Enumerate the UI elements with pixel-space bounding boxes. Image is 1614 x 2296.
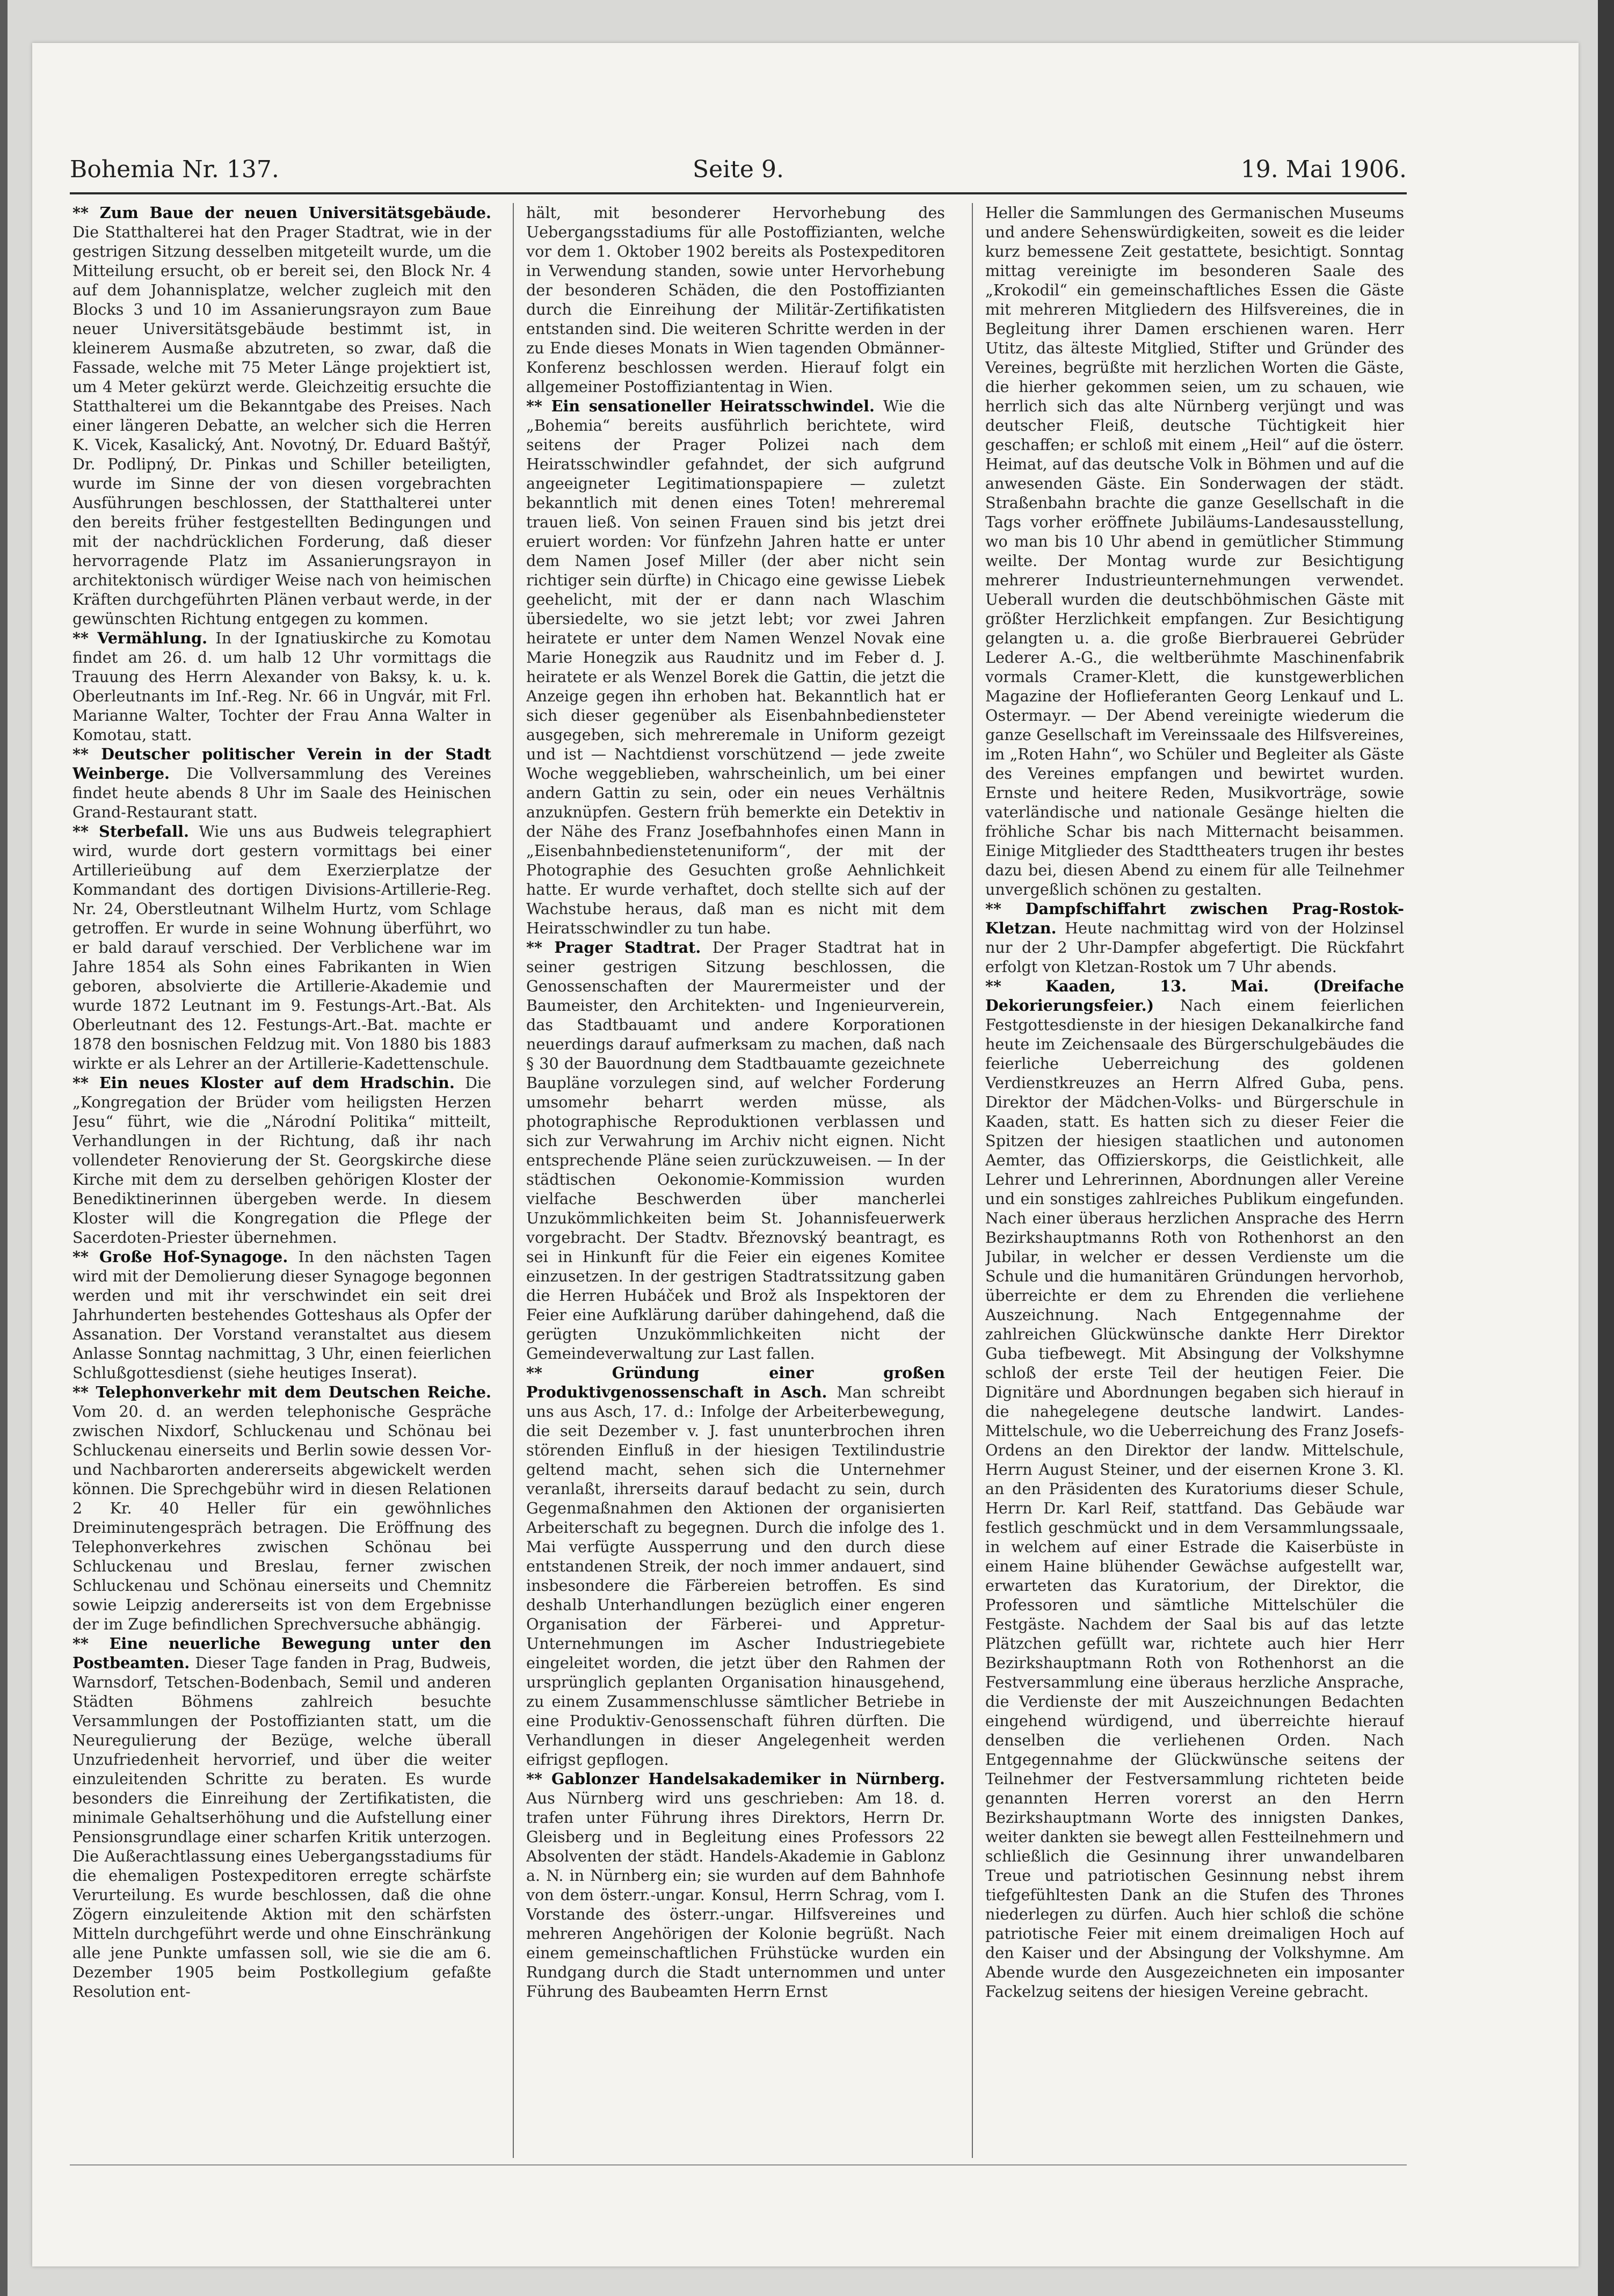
page-header — [70, 156, 1407, 193]
column-separator-2 — [972, 203, 973, 2158]
article-headline: ** Deutscher politischer Verein in der Stadt Weinberge. — [72, 745, 491, 783]
article-body: Heute nachmittag wird von der Holzinsel nur der 2 Uhr-Dampfer abgefertigt. Die Rückfahrt erfolgt von Kletzan-Rostok um 7 Uhr abends. — [985, 919, 1404, 976]
article-paragraph — [526, 1769, 945, 2001]
article-headline: ** Dampfschiffahrt zwischen Prag-Rostok-Kletzan. — [985, 900, 1404, 937]
article-body: Dieser Tage fanden in Prag, Budweis, Warnsdorf, Tetschen-Bodenbach, Semil und anderen Städten Böhmens zahlreich besuchte Versammlungen der Postoffizianten statt, um die Neuregulierung der Bezüge, welche überall Unzufriedenheit hervorrief, und über die weiter einzuleitenden Schritte zu beraten. Es wurde besonders die Einreihung der Zertifikatisten, die minimale Gehaltserhöhung und die Aufstellung einer Pensionsgrundlage einer scharfen Kritik unterzogen. Die Außerachtlassung eines Uebergangsstadiums für die ehemaligen Postexpeditoren erregte schärfste Verurteilung. Es wurde beschlossen, daß die ohne Zögern einzuleitende Aktion mit den schärfsten Mitteln durchgeführt werde und ohne Einschränkung alle jene Punkte umfassen soll, wie sie die am 6. Dezember 1905 beim Postkollegium gefaßte Resolution ent- — [72, 1654, 491, 2001]
article-headline: ** Ein neues Kloster auf dem Hradschin. — [72, 1074, 455, 1092]
header-publication: Bohemia Nr. 137. — [70, 156, 279, 183]
article-body: Die Vollversammlung des Vereines findet heute abends 8 Uhr im Saale des Heinischen Grand-Restaurant statt. — [72, 764, 491, 821]
article-paragraph — [72, 628, 491, 744]
header-page-number: Seite 9. — [693, 156, 784, 183]
article-paragraph — [526, 1363, 945, 1769]
article-paragraph — [72, 1073, 491, 1247]
article-headline: ** Vermählung. — [72, 629, 208, 647]
article-paragraph — [526, 396, 945, 938]
article-body: In der Ignatiuskirche zu Komotau findet am 26. d. um halb 12 Uhr vormittags die Trauung des Herrn Alexander von Baksy, k. u. k. Oberleutnants im Inf.-Reg. Nr. 66 in Ungvár, mit Frl. Marianne Walter, Tochter der Frau Anna Walter in Komotau, statt. — [72, 629, 491, 744]
article-headline: ** Zum Baue der neuen Universitätsgebäude. — [72, 204, 491, 222]
article-paragraph — [72, 1634, 491, 2001]
article-paragraph — [526, 938, 945, 1363]
article-headline: ** Gründung einer großen Produktivgenossenschaft in Asch. — [526, 1364, 945, 1401]
article-body: Nach einem feierlichen Festgottesdienste in der hiesigen Dekanalkirche fand heute im Zeichensaale des Bürgerschulgebäudes die feierliche Ueberreichung des goldenen Verdienstkreuzes an Herrn Alfred Guba, pens. Direktor der Mädchen-Volks- und Bürgerschule in Kaaden, statt. Es hatten sich zu dieser Feier die Spitzen der hiesigen staatlichen und autonomen Aemter, das Offizierskorps, die Geistlichkeit, alle Lehrer und Lehrerinnen, Abordnungen aller Vereine und ein sonstiges zahlreiches Publikum eingefunden. Nach einer überaus herzlichen Ansprache des Herrn Bezirkshauptmanns Roth von Rothenhorst an den Jubilar, in welcher er dessen Verdienste um die Schule und die humanitären Gründungen hervorhob, überreichte er dem zu Ehrenden die verliehene Auszeichnung. Nach Entgegennahme der zahlreichen Glückwünsche dankte Herr Direktor Guba tiefbewegt. Mit Absingung der Volkshymne schloß der erste Teil der heutigen Feier. Die Dignitäre und Abordnungen begaben sich hierauf in die nahegelegene deutsche landwirt. Landes-Mittelschule, wo die Ueberreichung des Franz Josefs-Ordens an den Direktor der landw. Mittelschule, Herrn August Steiner, und der eisernen Krone 3. Kl. an den Präsidenten des Kuratoriums dieser Schule, Herrn Dr. Karl Reif, stattfand. Das Gebäude war festlich geschmückt und in dem Versammlungssaale, in welchem auf einer Estrade die Kaiserbüste in einem Haine blühender Gewächse aufgestellt war, erwarteten das Kuratorium, der Direktor, die Professoren und sämtliche Mittelschüler die Festgäste. Nachdem der Saal bis auf das letzte Plätzchen gefüllt war, richtete auch hier Herr Bezirkshauptmann Roth von Rothenhorst an die Festversammlung eine überaus herzliche Ansprache, die Verdienste der mit Auszeichnungen Bedachten eingehend würdigend, und überreichte hierauf denselben die verliehenen Orden. Nach Entgegennahme der Glückwünsche seitens der Teilnehmer der Festversammlung richteten beide genannten Herren vorerst an den Herrn Bezirkshauptmann Worte des innigsten Dankes, weiter dankten sie bewegt allen Festteilnehmern und schließlich die Gesinnung ihrer unwandelbaren Treue und patriotischen Gesinnung nebst ihrem tiefgefühltesten Dank an die Stufen des Thrones niederlegen zu dürfen. Auch hier schloß die schöne patriotische Feier mit einem dreimaligen Hoch auf den Kaiser und der Absingung der Volkshymne. Am Abende wurde den Ausgezeichneten ein imposanter Fackelzug seitens der hiesigen Vereine gebracht. — [985, 996, 1404, 2001]
article-paragraph — [72, 1382, 491, 1634]
column-2 — [526, 203, 945, 2163]
footer-rule — [70, 2164, 1407, 2165]
article-body: hält, mit besonderer Hervorhebung des Uebergangsstadiums für alle Postoffizianten, welche vor dem 1. Oktober 1902 bereits als Postexpeditoren in Verwendung standen, sowie unter Hervorhebung der besonderen Schäden, die den Postoffizianten durch die Einreihung der Militär-Zertifikatisten entstanden sind. Die weiteren Schritte werden in der zu Ende dieses Monats in Wien tagenden Obmänner-Konferenz beschlossen werden. Hierauf folgt ein allgemeiner Postoffiziantentag in Wien. — [526, 204, 945, 396]
article-paragraph — [72, 744, 491, 822]
article-body: Aus Nürnberg wird uns geschrieben: Am 18. d. trafen unter Führung ihres Direktors, Herrn Dr. Gleisberg und in Begleitung eines Professors 22 Absolventen der städt. Handels-Akademie in Gablonz a. N. in Nürnberg ein; sie wurden auf dem Bahnhofe von dem österr.-ungar. Konsul, Herrn Schrag, vom I. Vorstande des österr.-ungar. Hilfsvereines und mehreren Angehörigen der Kolonie begrüßt. Nach einem gemeinschaftlichen Frühstücke wurden ein Rundgang durch die Stadt unternommen und unter Führung des Baubeamten Herrn Ernst — [526, 1789, 945, 2001]
column-1 — [72, 203, 491, 2163]
article-body: Der Prager Stadtrat hat in seiner gestrigen Sitzung beschlossen, die Genossenschaften der Maurermeister und der Baumeister, den Architekten- und Ingenieurverein, das Stadtbauamt und andere Korporationen neuerdings darauf aufmerksam zu machen, daß nach § 30 der Bauordnung dem Stadtbauamte gezeichnete Baupläne vorzulegen sind, auf welcher Forderung umsomehr beharrt werden müsse, als photographische Reproduktionen verblassen und sich zur Verwahrung im Archiv nicht eignen. Nicht entsprechende Pläne seien zurückzuweisen. — In der städtischen Oekonomie-Kommission wurden vielfache Beschwerden über mancherlei Unzukömmlichkeiten beim St. Johannisfeuerwerk vorgebracht. Der Stadtv. Březnovský beantragt, es sei in Hinkunft für die Feier ein eigenes Komitee einzusetzen. In der gestrigen Stadtratssitzung gaben die Herren Hubáček und Brož als Inspektoren der Feier eine Aufklärung darüber dahingehend, daß die gerügten Unzukömmlichkeiten nicht der Gemeindeverwaltung zur Last fallen. — [526, 938, 945, 1363]
article-body: Wie die „Bohemia“ bereits ausführlich berichtete, wird seitens der Prager Polizei nach dem Heiratsschwindler gefahndet, der sich aufgrund angeeigneter Legitimationspapiere — zuletzt bekanntlich mit denen eines Toten! mehreremal trauen ließ. Von seinen Frauen sind bis jetzt drei eruiert worden: Vor fünfzehn Jahren hatte er unter dem Namen Josef Miller (der aber nicht sein richtiger sein dürfte) in Chicago eine gewisse Liebek geehelicht, mit der er dann nach Wlaschim übersiedelte, wo sie jetzt lebt; vor zwei Jahren heiratete er unter dem Namen Wenzel Novak eine Marie Honegzik aus Raudnitz und im Feber d. J. heiratete er als Wenzel Borek die Gattin, die jetzt die Anzeige gegen ihn erhoben hat. Bekanntlich hat er sich dieser gegenüber als Eisenbahnbediensteter ausgegeben, sich mehreremale in Uniform gezeigt und ist — Nachtdienst vorschützend — jede zweite Woche weggeblieben, wahrscheinlich, um bei einer andern Gattin zu sein, oder ein neues Verhältnis anzuknüpfen. Gestern früh bemerkte ein Detektiv in der Nähe des Franz Josefbahnhofes einen Mann in „Eisenbahnbedienstetenuniform“, der mit der Photographie des Gesuchten große Aehnlichkeit hatte. Er wurde verhaftet, doch stellte sich auf der Wachstube heraus, daß man es nicht mit dem Heiratsschwindler zu tun habe. — [526, 397, 945, 937]
article-headline: ** Ein sensationeller Heiratsschwindel. — [526, 397, 875, 415]
article-paragraph — [985, 203, 1404, 899]
article-paragraph — [985, 899, 1404, 976]
article-headline: ** Große Hof-Synagoge. — [72, 1248, 288, 1266]
column-3 — [985, 203, 1404, 2163]
article-paragraph — [72, 203, 491, 628]
article-body: Wie uns aus Budweis telegraphiert wird, wurde dort gestern vormittags bei einer Artillerieübung auf dem Exerzierplatze der Kommandant des dortigen Divisions-Artillerie-Reg. Nr. 24, Oberstleutnant Wilhelm Hurtz, vom Schlage getroffen. Er wurde in seine Wohnung überführt, wo er bald darauf verschied. Der Verblichene war im Jahre 1854 als Sohn eines Fabrikanten in Wien geboren, absolvierte die Artillerie-Akademie und wurde 1872 Leutnant im 9. Festungs-Art.-Bat. Als Oberleutnant des 12. Festungs-Art.-Bat. machte er 1878 den bosnischen Feldzug mit. Von 1880 bis 1883 wirkte er als Lehrer an der Artillerie-Kadettenschule. — [72, 822, 491, 1073]
article-headline: ** Eine neuerliche Bewegung unter den Postbeamten. — [72, 1634, 491, 1672]
article-paragraph — [72, 1247, 491, 1382]
column-separator-1 — [513, 203, 514, 2158]
article-headline: ** Gablonzer Handelsakademiker in Nürnberg. — [526, 1770, 945, 1788]
scan-right-edge — [1598, 0, 1614, 2296]
article-headline: ** Kaaden, 13. Mai. (Dreifache Dekorierungsfeier.) — [985, 977, 1404, 1015]
scan-left-edge — [0, 0, 8, 2296]
article-body: In den nächsten Tagen wird mit der Demolierung dieser Synagoge begonnen werden und mit ihr verschwindet ein seit drei Jahrhunderten bestehendes Gotteshaus als Opfer der Assanation. Der Vorstand veranstaltet aus diesem Anlasse Sonntag nachmittag, 3 Uhr, einen feierlichen Schlußgottesdienst (siehe heutiges Inserat). — [72, 1248, 491, 1382]
header-rule — [70, 192, 1407, 194]
article-headline: ** Prager Stadtrat. — [526, 938, 701, 957]
header-date: 19. Mai 1906. — [1240, 156, 1407, 183]
article-body: Heller die Sammlungen des Germanischen Museums und andere Sehenswürdigkeiten, soweit es die leider kurz bemessene Zeit gestattete, besichtigt. Sonntag mittag vereinigte im besonderen Saale des „Krokodil“ ein gemeinschaftliches Essen die Gäste mit mehreren Mitgliedern des Hilfsvereines, die in Begleitung ihrer Damen erschienen waren. Herr Utitz, das älteste Mitglied, Stifter und Gründer des Vereines, begrüßte mit herzlichen Worten die Gäste, die hierher gekommen seien, um zu schauen, wie herrlich sich das alte Nürnberg verjüngt und was deutscher Fleiß, deutsche Tüchtigkeit hier geschaffen; er schloß mit einem „Heil“ auf die österr. Heimat, auf das deutsche Volk in Böhmen und auf die anwesenden Gäste. Ein Sonderwagen der städt. Straßenbahn brachte die ganze Gesellschaft in die Tags vorher eröffnete Jubiläums-Landesausstellung, wo man bis 10 Uhr abend in gemütlicher Stimmung weilte. Der Montag wurde zur Besichtigung mehrerer Industrieunternehmungen verwendet. Ueberall wurden die deutschböhmischen Gäste mit größter Herzlichkeit empfangen. Zur Besichtigung gelangten u. a. die große Bierbrauerei Gebrüder Lederer A.-G., die weltberühmte Maschinenfabrik vormals Cramer-Klett, die kunstgewerblichen Magazine der Hoflieferanten Georg Lenkauf und L. Ostermayr. — Der Abend vereinigte wiederum die ganze Gesellschaft im Vereinssaale des Hilfsvereines, im „Roten Hahn“, wo Schüler und Begleiter als Gäste des Vereines empfangen und bewirtet wurden. Ernste und heitere Reden, Musikvorträge, sowie vaterländische und nationale Gesänge hielten die fröhliche Schar bis nach Mitternacht beisammen. Einige Mitglieder des Stadttheaters trugen ihr bestes dazu bei, diesen Abend zu einem für alle Teilnehmer unvergeßlich schönen zu gestalten. — [985, 204, 1404, 899]
article-paragraph — [985, 976, 1404, 2001]
article-paragraph — [526, 203, 945, 396]
article-body: Man schreibt uns aus Asch, 17. d.: Infolge der Arbeiterbewegung, die seit Dezember v. J. fast ununterbrochen ihren störenden Einfluß in der hiesigen Textilindustrie geltend macht, sehen sich die Unternehmer veranlaßt, ihrerseits darauf bedacht zu sein, durch Gegenmaßnahmen den Aktionen der organisierten Arbeiterschaft zu begegnen. Durch die infolge des 1. Mai verfügte Aussperrung und den durch diese entstandenen Streik, der noch immer andauert, sind insbesondere die Färbereien betroffen. Es sind deshalb Unterhandlungen bezüglich einer engeren Organisation der Färberei- und Appretur-Unternehmungen im Ascher Industriegebiete eingeleitet worden, die jetzt über den Rahmen der ursprünglich geplanten Organisation hinausgehend, zu einem Zusammenschlusse sämtlicher Betriebe in eine Produktiv-Genossenschaft führen dürften. Die Verhandlungen in dieser Angelegenheit werden eifrigst gepflogen. — [526, 1383, 945, 1769]
article-body: Vom 20. d. an werden telephonische Gespräche zwischen Nixdorf, Schluckenau und Schönau bei Schluckenau einerseits und Berlin sowie dessen Vor- und Nachbarorten andererseits abgewickelt werden können. Die Sprechgebühr wird in diesen Relationen 2 Kr. 40 Heller für ein gewöhnliches Dreiminutengespräch betragen. Die Eröffnung des Telephonverkehres zwischen Schönau bei Schluckenau und Breslau, ferner zwischen Schluckenau und Schönau einerseits und Chemnitz sowie Leipzig andererseits ist von dem Ergebnisse der im Zuge befindlichen Sprechversuche abhängig. — [72, 1402, 491, 1633]
article-body: Die „Kongregation der Brüder vom heiligsten Herzen Jesu“ führt, wie die „Národní Politika“ mitteilt, Verhandlungen in der Richtung, daß ihr nach vollendeter Renovierung der St. Georgskirche diese Kirche mit dem zu derselben gehörigen Kloster der Benediktinerinnen übergeben werde. In diesem Kloster will die Kongregation die Pflege der Sacerdoten-Priester übernehmen. — [72, 1074, 491, 1247]
article-headline: ** Telephonverkehr mit dem Deutschen Reiche. — [72, 1383, 491, 1401]
article-body: Die Statthalterei hat den Prager Stadtrat, wie in der gestrigen Sitzung desselben mitgeteilt wurde, um die Mitteilung ersucht, ob er bereit sei, den Block Nr. 4 auf dem Johannisplatze, welcher zugleich mit den Blocks 3 und 10 im Assanierungsrayon zum Baue neuer Universitätsgebäude bestimmt ist, in kleinerem Ausmaße abzutreten, so zwar, daß die Fassade, welche mit 75 Meter Länge projektiert ist, um 4 Meter gekürzt werde. Gleichzeitig ersuchte die Statthalterei um die Bekanntgabe des Preises. Nach einer längeren Debatte, an welcher sich die Herren K. Vicek, Kasalický, Ant. Novotný, Dr. Eduard Baštýř, Dr. Podlipný, Dr. Pinkas und Schiller beteiligten, wurde im Sinne der von diesen vorgebrachten Ausführungen beschlossen, der Statthalterei unter den bereits früher festgestellten Bedingungen und mit der nachdrücklichen Forderung, daß dieser hervorragende Platz im Assanierungsrayon in architektonisch würdiger Weise nach von heimischen Kräften durchgeführten Plänen verbaut werde, in der gewünschten Richtung entgegen zu kommen. — [72, 223, 491, 628]
article-paragraph — [72, 822, 491, 1073]
article-headline: ** Sterbefall. — [72, 822, 189, 841]
